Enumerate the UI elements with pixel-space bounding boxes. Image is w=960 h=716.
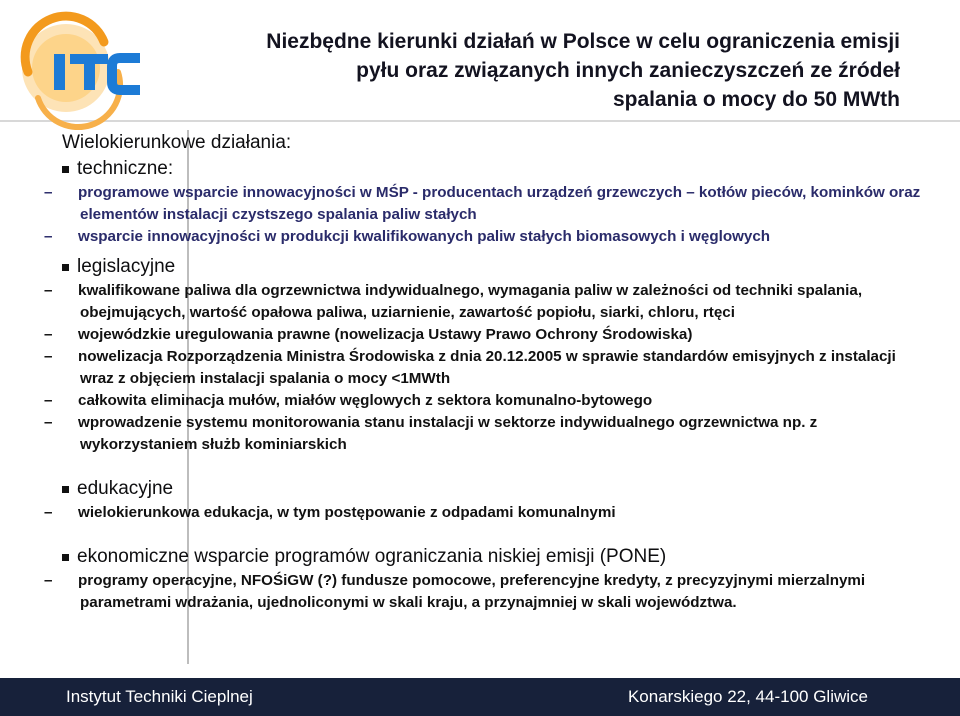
footer-institute: Instytut Techniki Cieplnej <box>66 687 253 706</box>
section-label: ekonomiczne wsparcie programów ograniczania niskiej emisji (PONE) <box>77 546 667 567</box>
section-technical <box>62 156 932 182</box>
title-line-1: Niezbędne kierunki działań w Polsce w celu ograniczenia emisji <box>266 30 900 53</box>
square-bullet-icon <box>62 486 69 493</box>
square-bullet-icon <box>62 264 69 271</box>
section-legislative <box>62 254 932 280</box>
slide-content <box>44 130 932 614</box>
square-bullet-icon <box>62 166 69 173</box>
footer-bar <box>0 678 960 716</box>
list-item: – programowe wsparcie innowacyjności w MŚP - producentach urządzeń grzewczych – kotłów pieców, kominków oraz elementów instalacji czystszego spalania paliw stałych <box>44 184 921 223</box>
title-line-2: pyłu oraz związanych innych zanieczyszczeń ze źródeł <box>356 59 900 82</box>
section-economic <box>62 544 932 570</box>
section-educational <box>62 476 932 502</box>
list-item: – wojewódzkie uregulowania prawne (nowelizacja Ustawy Prawo Ochrony Środowiska) <box>44 326 693 343</box>
list-item: – całkowita eliminacja mułów, miałów węglowych z sektora komunalno-bytowego <box>44 392 653 409</box>
list-item: – nowelizacja Rozporządzenia Ministra Środowiska z dnia 20.12.2005 w sprawie standardów emisyjnych z instalacji wraz z objęciem instalacji spalania o mocy <1MWth <box>44 348 896 387</box>
title-line-3: spalania o mocy do 50 MWth <box>612 88 900 111</box>
section-label: edukacyjne <box>77 478 174 499</box>
content-heading: Wielokierunkowe działania: <box>62 132 292 153</box>
list-item: – programy operacyjne, NFOŚiGW (?) fundusze pomocowe, preferencyjne kredyty, z precyzyjnymi mierzalnymi parametrami wdrażania, ujednoliconymi w skali kraju, a przynajmniej w skali województwa. <box>44 572 866 611</box>
list-item: – kwalifikowane paliwa dla ogrzewnictwa indywidualnego, wymagania paliw w zależności od techniki spalania, obejmujących, wartość opałowa paliwa, uziarnienie, zawartość popiołu, siarki, chloru, rtęci <box>44 282 863 321</box>
section-label: legislacyjne <box>77 256 176 277</box>
square-bullet-icon <box>62 554 69 561</box>
list-item: – wsparcie innowacyjności w produkcji kwalifikowanych paliw stałych biomasowych i węglowych <box>44 228 771 245</box>
section-label: techniczne: <box>77 158 174 179</box>
footer-address: Konarskiego 22, 44-100 Gliwice <box>627 687 868 706</box>
slide-title <box>160 27 900 114</box>
list-item: – wielokierunkowa edukacja, w tym postępowanie z odpadami komunalnymi <box>44 504 616 521</box>
list-item: – wprowadzenie systemu monitorowania stanu instalacji w sektorze indywidualnego ogrzewnictwa np. z wykorzystaniem służb kominiarskich <box>44 414 818 453</box>
